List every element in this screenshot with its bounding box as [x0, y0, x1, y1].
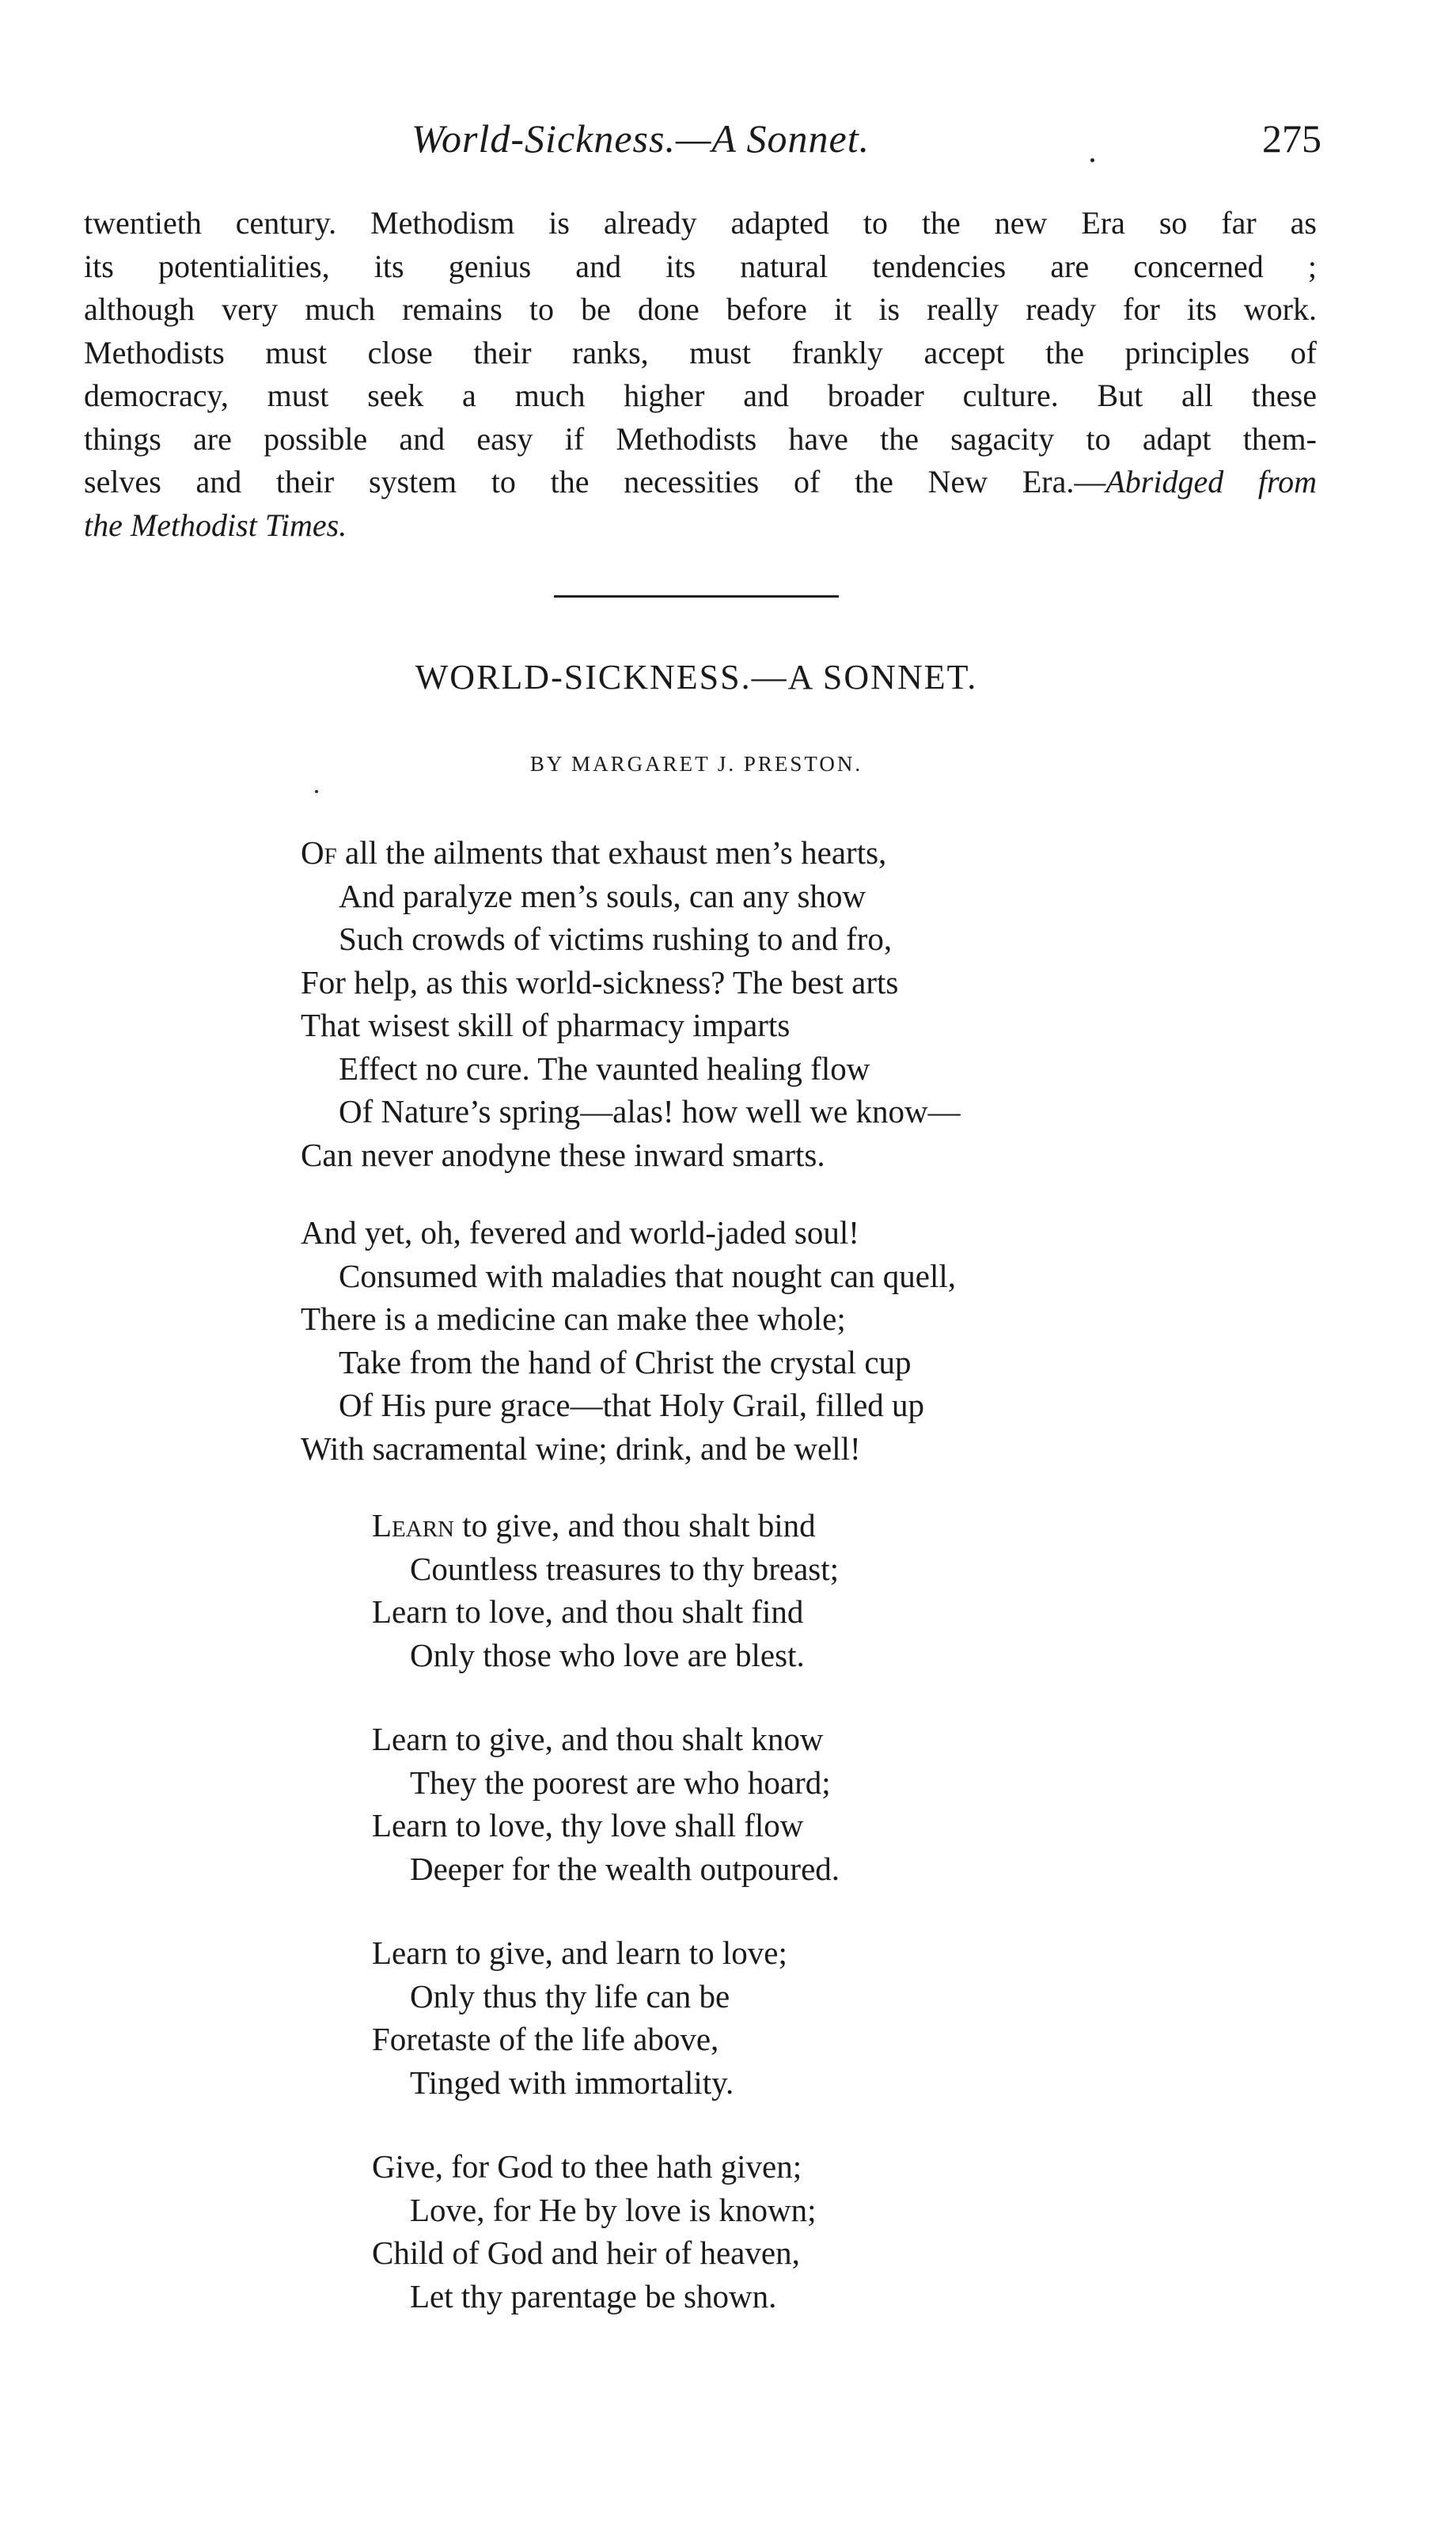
verse-line: Of Nature’s spring—alas! how well we know—: [339, 1093, 961, 1130]
sonnet-sestet: [301, 1211, 956, 1470]
prose-line: twentieth century. Methodism is already adapted to the new Era so far as: [84, 205, 1317, 241]
drop-word: Of: [301, 834, 337, 871]
print-speck: [1090, 158, 1094, 162]
verse-line: Foretaste of the life above,: [372, 2021, 719, 2057]
prose-line: things are possible and easy if Methodists have the sagacity to adapt them-: [84, 420, 1317, 457]
verse-line: Learn to love, and thou shalt find: [372, 1593, 804, 1630]
verse-line: Give, for God to thee hath given;: [372, 2148, 802, 2185]
drop-word: Learn: [372, 1507, 454, 1543]
verse-line: Love, for He by love is known;: [410, 2191, 817, 2228]
verse-line: Consumed with maladies that nought can quell,: [339, 1257, 957, 1294]
verse-line: Learn to love, thy love shall flow: [372, 1807, 804, 1843]
section-divider: [554, 595, 839, 598]
prose-line: Methodists must close their ranks, must frankly accept the principles of: [84, 334, 1317, 370]
verse-line-rest: all the ailments that exhaust men’s hearts,: [336, 834, 887, 871]
poem-byline: BY MARGARET J. PRESTON.: [529, 752, 863, 776]
verse-line: Only those who love are blest.: [410, 1636, 805, 1673]
verse-line: Learn to give, and thou shalt know: [372, 1721, 824, 1757]
verse-line: Let thy parentage be shown.: [410, 2277, 777, 2314]
sonnet-octave: [301, 831, 961, 1176]
verse-line: Such crowds of victims rushing to and fro,: [339, 921, 893, 957]
verse-line: Countless treasures to thy breast;: [410, 1550, 840, 1587]
verse-line: [372, 1504, 839, 1547]
print-speck: [315, 790, 318, 793]
prose-line: its potentialities, its genius and its natural tendencies are concerned ;: [84, 248, 1317, 284]
verse-line: Learn to give, and learn to love;: [372, 1935, 787, 1971]
verse-line: And paralyze men’s souls, can any show: [339, 877, 866, 914]
verse-line: Of His pure grace—that Holy Grail, filled up: [339, 1387, 925, 1423]
verse-line: And yet, oh, fevered and world-jaded soul!: [301, 1214, 859, 1251]
poem-title: WORLD-SICKNESS.—A SONNET.: [415, 658, 978, 697]
hymn-stanza: [372, 1718, 840, 1890]
verse-line: Tinged with immortality.: [410, 2064, 734, 2101]
hymn-stanza: [372, 2145, 817, 2318]
verse-line: Deeper for the wealth outpoured.: [410, 1850, 840, 1887]
verse-line: That wisest skill of pharmacy imparts: [301, 1007, 791, 1043]
verse-line-rest: to give, and thou shalt bind: [454, 1507, 816, 1543]
prose-line: selves and their system to the necessities of the New Era.—: [84, 464, 1106, 499]
verse-line: [301, 831, 961, 875]
prose-paragraph: [84, 202, 1317, 547]
hymn-stanza: [372, 1504, 839, 1676]
verse-line: With sacramental wine; drink, and be well!: [301, 1430, 861, 1467]
running-title: World-Sickness.—A Sonnet.: [411, 116, 870, 161]
page-number: 275: [1262, 116, 1321, 161]
prose-line: although very much remains to be done before it is really ready for its work.: [84, 291, 1317, 327]
verse-line: Child of God and heir of heaven,: [372, 2235, 800, 2271]
attribution-part-a: Abridged from: [1105, 464, 1317, 499]
verse-line: Can never anodyne these inward smarts.: [301, 1136, 825, 1173]
verse-line: Only thus thy life can be: [410, 1977, 730, 2014]
verse-line: There is a medicine can make thee whole;: [301, 1300, 846, 1337]
verse-line: Take from the hand of Christ the crystal cup: [339, 1343, 912, 1380]
running-head: [0, 111, 1456, 166]
prose-line-with-attribution: [84, 461, 1317, 504]
verse-line: They the poorest are who hoard;: [410, 1764, 831, 1801]
prose-line: democracy, must seek a much higher and broader culture. But all these: [84, 378, 1317, 413]
attribution-part-b: the Methodist Times.: [84, 507, 347, 543]
hymn-stanza: [372, 1931, 787, 2104]
verse-line: Effect no cure. The vaunted healing flow: [339, 1050, 870, 1087]
verse-line: For help, as this world-sickness? The best arts: [301, 963, 899, 1001]
